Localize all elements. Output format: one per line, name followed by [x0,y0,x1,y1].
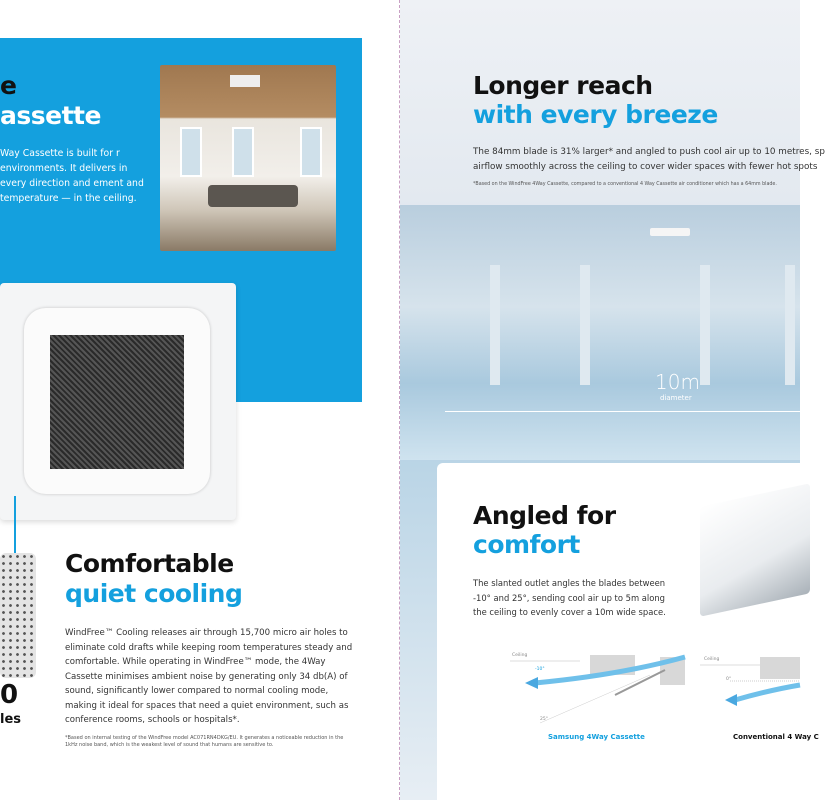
angled-body: The slanted outlet angles the blades between -10° and 25°, sending cool air up to 5m along the ceiling to evenly cover a 10m wide space. [473,578,666,617]
callout-line [14,496,16,558]
angle-label: 25° [540,717,548,722]
intro-body: Way Cassette is built for r environments. It delivers in every direction and ement and temperature — in the ceiling. [0,148,144,204]
angle-label: -10° [535,667,545,672]
reach-body-line1: The 84mm blade is 31% larger* and angled to push cool air up to 10 metres, sp [473,147,825,157]
comfort-title-line1: Comfortable [65,549,234,578]
reach-title-line2: with every breeze [473,100,718,129]
samsung-diagram-label: Samsung 4Way Cassette [548,733,645,741]
comfort-title-line2: quiet cooling [65,579,243,608]
reach-body [473,145,825,175]
conventional-airflow-diagram [700,655,800,730]
reach-body-line2: airflow smoothly across the ceiling to cover wider spaces with fewer hot spots [473,162,818,172]
stat-label: les [0,712,22,727]
left-page [0,0,400,800]
comfort-footnote: *Based on internal testing of the WindFree model AC071RN4DKG/EU. It generates a noticeable reduction in the 1kHz noise band, which is the weakest level of sound that humans are sensitive to. [65,735,344,748]
angled-title-line1: Angled for [473,501,616,530]
ceiling-label: Ceiling [512,653,528,658]
hall-image [400,205,800,460]
ceiling-unit-icon [650,228,690,236]
distance-arrow [445,411,800,412]
cassette-angled-image [700,483,810,616]
cassette-unit-image [0,283,236,520]
angled-title-line2: comfort [473,530,580,559]
reach-title-line1: Longer reach [473,71,653,100]
intro-title-line2: assette [0,101,101,130]
conventional-diagram-label: Conventional 4 Way C [733,733,819,741]
micro-holes-image [0,553,36,678]
ceiling-label: Ceiling [704,657,720,662]
distance-value: 10m [655,370,700,394]
reach-footnote: *Based on the WindFree 4Way Cassette, compared to a conventional 4 Way Cassette air conditioner which has a 64mm blade. [473,182,777,187]
conventional-diagram [700,655,800,730]
stat-number: 0 [0,680,19,710]
distance-label: diameter [660,394,692,402]
samsung-diagram [510,655,710,730]
intro-title-line1: e [0,71,17,100]
comfort-body: WindFree™ Cooling releases air through 15,700 micro air holes to eliminate cold drafts while keeping room temperatures steady and comfortable. While operating in WindFree™ mode, the 4Way Cassette minimises ambient noise by generating only 34 db(A) of sound, significantly lower compared to normal cooling mode, making it ideal for spaces that need a quiet environment, such as conference rooms, schools or hospitals*. [65,628,353,725]
angle-label: 0° [726,677,732,682]
room-photo [160,65,336,251]
